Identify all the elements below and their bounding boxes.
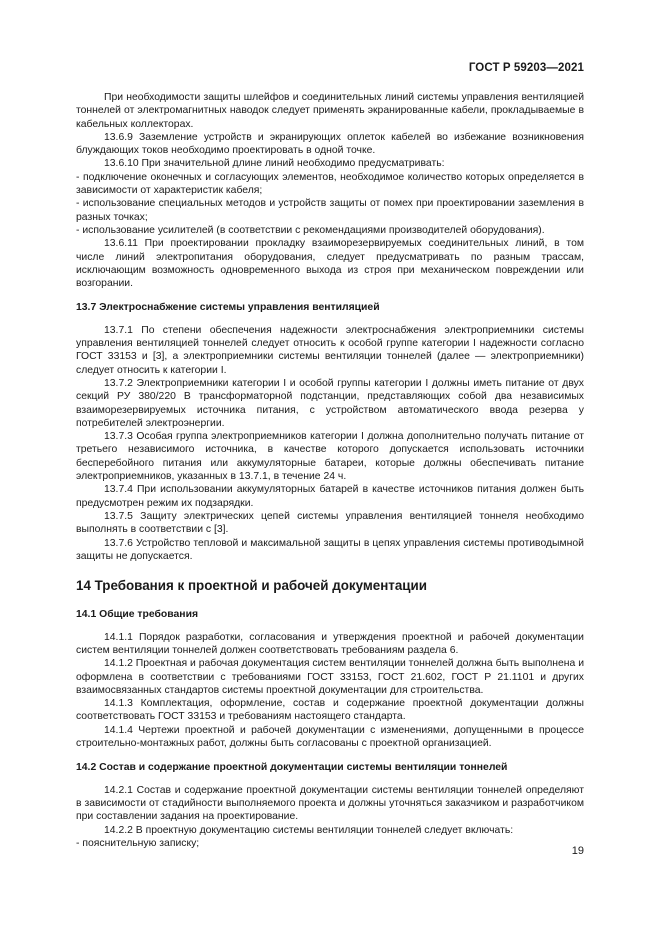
- paragraph: 13.6.11 При проектировании прокладку взаиморезервируемых соединительных линий, в том числе линий электропитания оборудования, следует предусматривать по разным трассам, исключающим возможность одновременного выхода из строя при механическом повреждении или возгорании.: [76, 238, 584, 290]
- subsection-heading: 14.2 Состав и содержание проектной документации системы вентиляции тоннелей: [76, 762, 508, 774]
- paragraph: 14.1.3 Комплектация, оформление, состав и содержание проектной документации должны соответствовать ГОСТ 33153 и требованиям настоящего стандарта.: [76, 698, 584, 723]
- paragraph: 14.2.1 Состав и содержание проектной документации системы вентиляции тоннелей определяют в зависимости от стадийности выполняемого проекта и должны уточняться заказчиком и разработчиком при составлении задания на проектирование.: [76, 784, 584, 823]
- list-item: - пояснительную записку;: [76, 837, 200, 849]
- page-content: [76, 91, 584, 850]
- paragraph: 14.2.2 В проектную документацию системы вентиляции тоннелей следует включать:: [104, 824, 514, 836]
- paragraph: При необходимости защиты шлейфов и соединительных линий системы управления вентиляцией тоннелей от электромагнитных наводок следует применять экранированные кабели, прокладываемые в кабельных коллекторах.: [76, 92, 584, 130]
- paragraph: 14.1.1 Порядок разработки, согласования и утверждения проектной и рабочей документации систем вентиляции тоннелей должен соответствовать требованиям раздела 6.: [76, 631, 584, 656]
- subsection-heading: 13.7 Электроснабжение системы управления вентиляцией: [76, 302, 380, 314]
- page-number: 19: [571, 845, 584, 857]
- paragraph: 13.7.5 Защиту электрических цепей системы управления вентиляцией тоннеля необходимо выполнять в соответствии с [3].: [76, 510, 584, 536]
- paragraph: 13.6.9 Заземление устройств и экранирующих оплеток кабелей во избежание возникновения блуждающих токов необходимо проектировать в одной точке.: [76, 131, 584, 157]
- list-item: - подключение оконечных и согласующих элементов, необходимое количество которых определяется в зависимости от характеристик кабеля;: [76, 171, 584, 197]
- paragraph: 13.6.10 При значительной длине линий необходимо предусматривать:: [104, 158, 445, 170]
- subsection-heading: 14.1 Общие требования: [76, 609, 199, 621]
- paragraph: 14.1.4 Чертежи проектной и рабочей документации с изменениями, допущенными в процессе строительно-монтажных работ, должны быть согласованы с проектной организацией.: [76, 724, 584, 750]
- paragraph: 13.7.1 По степени обеспечения надежности электроснабжения электроприемники системы управления вентиляцией тоннелей следует относить к особой группе категории I надежности согласно ГОСТ 33153 и [3], а электроприемники системы вентиляции тоннелей (далее — электроприемники) следует относить к категории I.: [76, 324, 584, 376]
- list-item: - использование усилителей (в соответствии с рекомендациями производителей оборудования).: [76, 224, 545, 236]
- paragraph: 14.1.2 Проектная и рабочая документация систем вентиляции тоннелей должна быть выполнена и оформлена в соответствии с требованиями ГОСТ 33153, ГОСТ 21.602, ГОСТ Р 21.1101 и других взаимосвязанных стандартов системы проектной документации для строительства.: [76, 658, 585, 696]
- paragraph: 13.7.3 Особая группа электроприемников категории I должна дополнительно получать питание от третьего независимого источника, в качестве которого допускается использовать источники бесперебойного питания или аккумуляторные батареи, которые должны обеспечивать питание электроприемников, указанных в 13.7.1, в течение 24 ч.: [76, 431, 584, 483]
- paragraph: 13.7.4 При использовании аккумуляторных батарей в качестве источников питания должен быть предусмотрен режим их подзарядки.: [76, 484, 584, 509]
- paragraph: 13.7.2 Электроприемники категории I и особой группы категории I должны иметь питание от двух секций РУ 380/220 В трансформаторной подстанции, представляющих собой два независимых взаиморезервируемых источника питания, с устройством автоматического ввода резерва у потребителей электроэнергии.: [76, 377, 584, 429]
- section-heading: 14 Требования к проектной и рабочей документации: [76, 578, 427, 594]
- document-code: ГОСТ Р 59203—2021: [468, 62, 584, 74]
- list-item: - использование специальных методов и устройств защиты от помех при проектировании заземления в разных точках;: [76, 198, 584, 223]
- paragraph: 13.7.6 Устройство тепловой и максимальной защиты в цепях управления системы противодымной защиты не допускается.: [76, 537, 584, 562]
